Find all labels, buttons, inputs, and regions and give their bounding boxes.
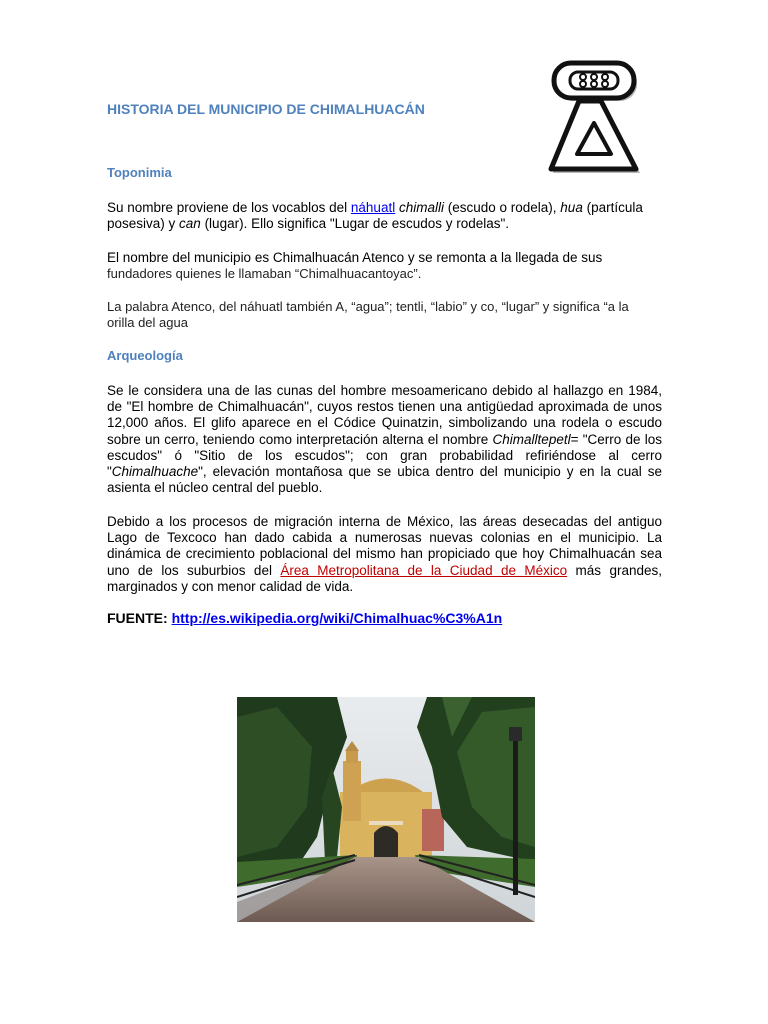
italic-term: chimalli — [398, 200, 444, 215]
arqueologia-heading: Arqueología — [107, 348, 183, 363]
toponimia-paragraph-3: La palabra Atenco, del náhuatl también A, “agua”; tentli, “labio” y co, “lugar” y significa “a la orilla del agua — [107, 299, 629, 330]
toponimia-paragraph-1 — [107, 200, 662, 232]
text-segment: (partícula posesiva) y — [107, 200, 643, 232]
arqueologia-paragraph-2 — [107, 514, 662, 595]
toponimia-paragraph-2-line-2: fundadores quienes le llamaban “Chimalhuacantoyac”. — [107, 266, 422, 281]
source-link[interactable]: http://es.wikipedia.org/wiki/Chimalhuac%C3%A1n — [171, 610, 503, 626]
text-segment: Su nombre proviene de los vocablos del — [107, 200, 351, 215]
italic-term: can — [179, 216, 201, 232]
page-title: HISTORIA DEL MUNICIPIO DE CHIMALHUACÁN — [107, 101, 425, 117]
toponimia-heading: Toponimia — [107, 165, 172, 180]
church-courtyard-photo — [237, 697, 535, 922]
area-metropolitana-link[interactable]: Área Metropolitana de la Ciudad de México — [280, 562, 568, 578]
text-segment: (escudo o rodela), — [443, 200, 561, 215]
text-segment: (lugar). Ello significa "Lugar de escudos y rodelas". — [200, 216, 510, 232]
arqueologia-paragraph-1 — [107, 383, 662, 496]
source-label: FUENTE: — [107, 610, 172, 626]
italic-term: Chimalhuache — [111, 464, 199, 480]
source-line — [107, 610, 502, 628]
text-segment: Debido a los procesos de migración interna de México, las áreas desecadas del antiguo Lago de Texcoco han dado cabida a numerosas nuevas colonias en el municipio. La dinámica de crecimiento poblacional del mismo han propiciado que hoy Chimalhuacán sea uno de los suburbios del — [107, 514, 662, 578]
toponimia-paragraph-2-line-1: El nombre del municipio es Chimalhuacán Atenco y se remonta a la llegada de sus — [107, 250, 603, 265]
text-segment: Se le considera una de las cunas del hombre mesoamericano debido al hallazgo en 1984, de "El hombre de Chimalhuacán", cuyos restos tienen una antigüedad aproximada de unos 12,000 años. El glifo aparece en el Códice Quinatzin, simbolizando una rodela o escudo sobre un cerro, teniendo como interpretación alterna el nombre — [107, 383, 662, 447]
text-segment: ", elevación montañosa que se ubica dentro del municipio y en la cual se asienta el núcleo central del pueblo. — [107, 464, 662, 496]
text-segment: más grandes, marginados y con menor calidad de vida. — [107, 562, 662, 594]
italic-term: Chimalltepetl — [492, 431, 571, 447]
chimalhuacan-glyph — [548, 60, 640, 176]
italic-term: hua — [560, 200, 583, 215]
text-segment: = "Cerro de los escudos" ó "Sitio de los escudos"; con gran probabilidad refiriéndose al cerro " — [107, 431, 662, 480]
nahuatl-link[interactable]: náhuatl — [350, 200, 396, 215]
